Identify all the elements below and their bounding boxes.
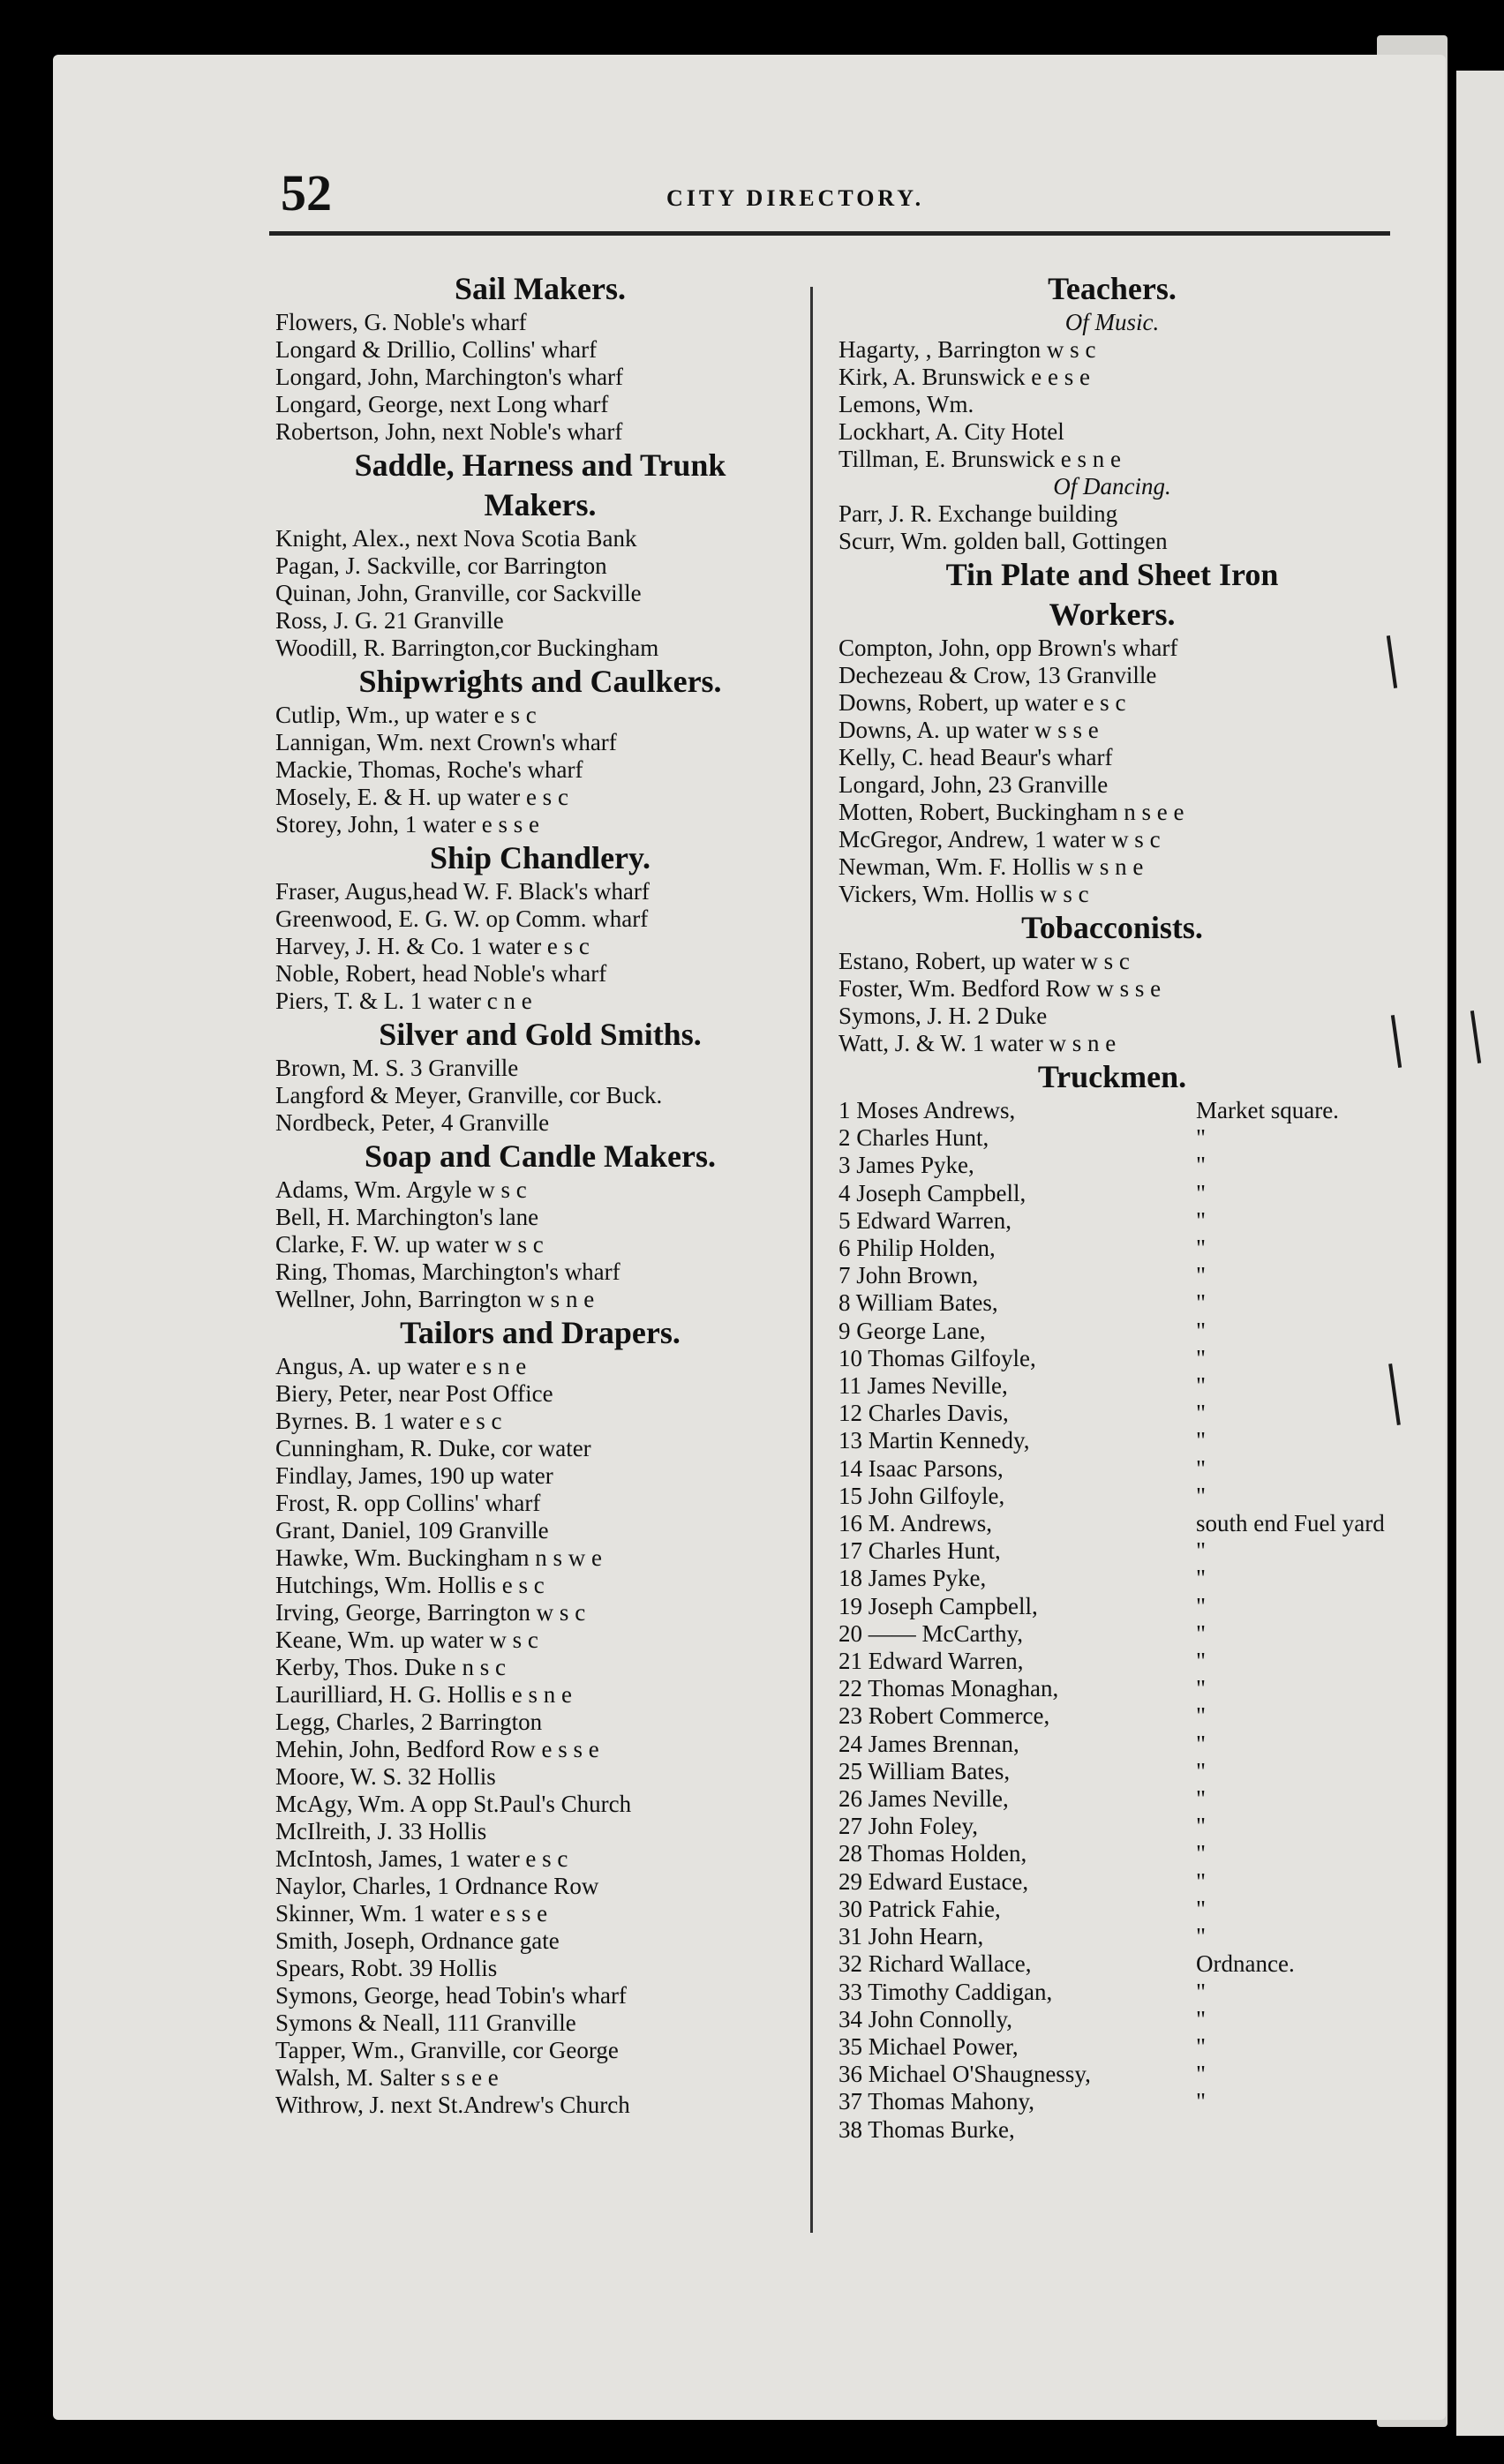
directory-entry: Watt, J. & W. 1 water w s n e [838,1030,1117,1056]
truckman-name: 36 Michael O'Shaugnessy, [838,2061,1091,2088]
truckman-row [838,1455,1386,1483]
header-rule [269,231,1390,236]
truckman-row [838,1593,1386,1620]
truckman-stand: " [1196,1482,1207,1509]
truckman-stand: " [1196,1235,1207,1262]
directory-entry: Withrow, J. next St.Andrew's Church [275,2092,630,2118]
directory-entry: Hagarty, , Barrington w s c [838,336,1096,363]
truckman-row [838,1537,1386,1565]
truckman-row [838,1868,1386,1896]
section-heading: Makers. [484,487,597,522]
truckman-name: 8 William Bates, [838,1289,998,1317]
truckman-row [838,2116,1386,2144]
truckman-name: 37 Thomas Mahony, [838,2088,1034,2115]
truckman-name: 28 Thomas Holden, [838,1840,1027,1867]
directory-entry: Motten, Robert, Buckingham n s e e [838,799,1184,825]
directory-entry: Fraser, Augus,head W. F. Black's wharf [275,878,650,905]
truckman-row [838,1648,1386,1675]
truckman-row [838,1124,1386,1152]
truckman-name: 22 Thomas Monaghan, [838,1675,1059,1702]
truckman-name: 12 Charles Davis, [838,1400,1009,1427]
truckman-row [838,1923,1386,1950]
truckman-stand: " [1196,1785,1207,1813]
truckman-stand: " [1196,1923,1207,1950]
truckman-row [838,1483,1386,1510]
truckman-stand: " [1196,1619,1207,1647]
directory-entry: Dechezeau & Crow, 13 Granville [838,662,1157,688]
truckman-row [838,1702,1386,1730]
truckman-row [838,1840,1386,1867]
directory-entry: Walsh, M. Salter s s e e [275,2064,499,2091]
directory-entry: Tapper, Wm., Granville, cor George [275,2037,619,2063]
directory-entry: McIntosh, James, 1 water e s c [275,1845,568,1872]
truckman-stand: " [1196,1400,1207,1427]
truckman-name: 33 Timothy Caddigan, [838,1978,1053,2005]
directory-entry: Kelly, C. head Beaur's wharf [838,744,1113,770]
truckman-row [838,1675,1386,1702]
truckman-row [838,1565,1386,1592]
directory-entry: Irving, George, Barrington w s c [275,1599,586,1626]
section-heading: Teachers. [1048,271,1177,306]
right-column [838,269,1386,2144]
truckman-name: 7 John Brown, [838,1262,979,1289]
directory-entry: Flowers, G. Noble's wharf [275,309,527,335]
directory-entry: Harvey, J. H. & Co. 1 water e s c [275,933,590,959]
truckman-stand: " [1196,2061,1207,2088]
section-heading: Workers. [1049,597,1176,632]
directory-entry: Moore, W. S. 32 Hollis [275,1763,496,1790]
section-heading: Tailors and Drapers. [400,1315,681,1350]
directory-entry: McAgy, Wm. A opp St.Paul's Church [275,1791,632,1817]
truckman-stand: " [1196,1757,1207,1784]
section-heading: Shipwrights and Caulkers. [358,664,722,699]
directory-entry: Skinner, Wm. 1 water e s s e [275,1900,548,1927]
directory-entry: Downs, Robert, up water e s c [838,689,1126,716]
directory-entry: Langford & Meyer, Granville, cor Buck. [275,1082,663,1108]
truckman-row [838,1979,1386,2006]
directory-entry: Brown, M. S. 3 Granville [275,1055,519,1081]
truckman-stand: " [1196,2032,1207,2060]
truckman-row [838,1813,1386,1840]
truckman-name: 32 Richard Wallace, [838,1950,1032,1978]
directory-entry: Cunningham, R. Duke, cor water [275,1435,591,1461]
truckman-name: 26 James Neville, [838,1785,1009,1813]
truckman-row [838,1289,1386,1317]
directory-entry: Longard, John, 23 Granville [838,771,1109,798]
directory-entry: Symons & Neall, 111 Granville [275,2010,576,2036]
directory-entry: Hawke, Wm. Buckingham n s w e [275,1544,602,1571]
directory-entry: Frost, R. opp Collins' wharf [275,1490,541,1516]
truckman-stand: " [1196,1537,1207,1565]
directory-entry: Nordbeck, Peter, 4 Granville [275,1109,550,1136]
column-divider [810,287,813,2233]
truckman-stand: " [1196,1124,1207,1152]
truckman-row [838,1235,1386,1262]
truckman-stand: " [1196,2005,1207,2032]
truckman-row [838,1896,1386,1923]
truckman-row [838,2033,1386,2061]
directory-entry: Newman, Wm. F. Hollis w s n e [838,853,1144,880]
truckman-stand: " [1196,2088,1207,2115]
directory-entry: Wellner, John, Barrington w s n e [275,1286,595,1312]
truckman-name: 20 —— McCarthy, [838,1619,1023,1647]
directory-entry: Quinan, John, Granville, cor Sackville [275,580,642,606]
truckman-row [838,1152,1386,1179]
directory-entry: Symons, J. H. 2 Duke [838,1003,1048,1029]
truckman-name: 5 Edward Warren, [838,1206,1012,1234]
truckman-row [838,1318,1386,1345]
page-number: 52 [281,164,332,222]
directory-entry: Compton, John, opp Brown's wharf [838,635,1178,661]
truckman-row [838,2006,1386,2033]
directory-entry: Ross, J. G. 21 Granville [275,607,504,634]
directory-entry: Ring, Thomas, Marchington's wharf [275,1258,620,1285]
truckman-stand: " [1196,1813,1207,1840]
directory-entry: Mehin, John, Bedford Row e s s e [275,1736,599,1762]
truckman-row [838,2061,1386,2088]
truckman-stand: " [1196,1344,1207,1371]
running-head: CITY DIRECTORY. [666,185,925,211]
truckman-name: 4 Joseph Campbell, [838,1179,1026,1206]
truckman-row [838,2088,1386,2115]
left-column [275,269,805,2119]
directory-entry: Piers, T. & L. 1 water c n e [275,988,532,1014]
facing-page-edge [1456,71,1504,2436]
truckman-name: 9 George Lane, [838,1317,986,1344]
truckman-stand: south end Fuel yard [1196,1510,1385,1537]
truckman-row [838,1620,1386,1648]
truckman-stand: " [1196,1675,1207,1702]
section-heading: Saddle, Harness and Trunk [354,447,726,483]
directory-entry: Mackie, Thomas, Roche's wharf [275,756,583,783]
directory-entry: Smith, Joseph, Ordnance gate [275,1927,560,1954]
directory-entry: Kirk, A. Brunswick e e s e [838,364,1090,390]
directory-entry: Robertson, John, next Noble's wharf [275,418,623,445]
truckman-stand: " [1196,1978,1207,2005]
truckman-stand: " [1196,1867,1207,1895]
truckman-stand: " [1196,1895,1207,1922]
truckman-row [838,1510,1386,1537]
directory-entry: Kerby, Thos. Duke n s c [275,1654,506,1680]
directory-entry: Cutlip, Wm., up water e s c [275,702,537,728]
directory-entry: Lockhart, A. City Hotel [838,418,1064,445]
section-heading: Tobacconists. [1021,910,1203,945]
directory-entry: Lemons, Wm. [838,391,974,417]
directory-entry: Longard & Drillio, Collins' wharf [275,336,598,363]
truckman-row [838,1345,1386,1372]
truckman-row [838,1785,1386,1813]
truckman-name: 21 Edward Warren, [838,1648,1024,1675]
truckman-name: 1 Moses Andrews, [838,1097,1016,1123]
directory-entry: Noble, Robert, head Noble's wharf [275,960,607,987]
truckman-stand: " [1196,1648,1207,1675]
truckman-row [838,1180,1386,1207]
directory-entry: Legg, Charles, 2 Barrington [275,1709,543,1735]
truckman-name: 34 John Connolly, [838,2005,1013,2032]
truckman-name: 23 Robert Commerce, [838,1702,1050,1730]
directory-entry: Longard, George, next Long wharf [275,391,609,417]
section-heading: Ship Chandlery. [429,840,651,875]
directory-entry: Findlay, James, 190 up water [275,1462,553,1489]
truckman-stand: " [1196,1372,1207,1400]
directory-entry: Estano, Robert, up water w s c [838,948,1130,974]
section-heading: Silver and Gold Smiths. [379,1017,702,1052]
truckman-row [838,1427,1386,1454]
truckman-row [838,1207,1386,1235]
truckman-name: 16 M. Andrews, [838,1510,992,1537]
truckman-row [838,1097,1386,1124]
directory-entry: Byrnes. B. 1 water e s c [275,1408,502,1434]
truckman-stand: " [1196,1317,1207,1344]
truckman-stand: " [1196,1289,1207,1317]
directory-entry: Longard, John, Marchington's wharf [275,364,624,390]
section-heading: Truckmen. [1037,1059,1187,1094]
truckman-stand: " [1196,1702,1207,1730]
truckman-name: 3 James Pyke, [838,1152,974,1179]
directory-entry: Parr, J. R. Exchange building [838,500,1118,527]
truckman-name: 31 John Hearn, [838,1923,984,1950]
directory-entry: Mosely, E. & H. up water e s c [275,784,568,810]
truckman-name: 18 James Pyke, [838,1565,987,1592]
section-subheading: Of Dancing. [1053,473,1171,500]
truckman-stand: Ordnance. [1196,1950,1295,1978]
truckman-stand: " [1196,1206,1207,1234]
truckman-name: 19 Joseph Campbell, [838,1592,1038,1619]
truckman-stand: " [1196,1730,1207,1757]
truckman-stand: " [1196,1454,1207,1482]
truckman-row [838,1950,1386,1978]
truckman-stand: " [1196,1179,1207,1206]
directory-entry: Spears, Robt. 39 Hollis [275,1955,498,1981]
truckman-stand: " [1196,1840,1207,1867]
truckman-name: 6 Philip Holden, [838,1235,996,1262]
truckman-name: 25 William Bates, [838,1757,1011,1784]
directory-entry: Scurr, Wm. golden ball, Gottingen [838,528,1168,554]
truckman-stand: " [1196,1262,1207,1289]
directory-entry: Adams, Wm. Argyle w s c [275,1176,527,1203]
directory-entry: Grant, Daniel, 109 Granville [275,1517,549,1544]
truckman-name: 30 Patrick Fahie, [838,1895,1001,1922]
directory-entry: Vickers, Wm. Hollis w s c [838,881,1089,907]
truckman-row [838,1400,1386,1427]
directory-entry: Bell, H. Marchington's lane [275,1204,539,1230]
truckman-name: 29 Edward Eustace, [838,1867,1029,1895]
section-heading: Soap and Candle Makers. [364,1138,717,1174]
section-subheading: Of Music. [1064,309,1160,335]
directory-entry: Naylor, Charles, 1 Ordnance Row [275,1873,599,1899]
directory-entry: Pagan, J. Sackville, cor Barrington [275,552,607,579]
truckman-name: 27 John Foley, [838,1813,979,1840]
truckman-name: 24 James Brennan, [838,1730,1019,1757]
truckman-name: 2 Charles Hunt, [838,1124,989,1152]
truckman-stand: " [1196,1152,1207,1179]
truckman-row [838,1731,1386,1758]
directory-entry: Symons, George, head Tobin's wharf [275,1982,627,2009]
directory-entry: McIlreith, J. 33 Hollis [275,1818,487,1844]
truckman-stand: " [1196,1592,1207,1619]
truckman-row [838,1372,1386,1400]
directory-entry: Storey, John, 1 water e s s e [275,811,539,838]
directory-entry: Keane, Wm. up water w s c [275,1626,538,1653]
directory-entry: Greenwood, E. G. W. op Comm. wharf [275,905,649,932]
truckman-name: 17 Charles Hunt, [838,1537,1001,1565]
directory-entry: Laurilliard, H. G. Hollis e s n e [275,1681,572,1708]
directory-entry: Woodill, R. Barrington,cor Buckingham [275,635,659,661]
truckman-stand: " [1196,1565,1207,1592]
directory-entry: Foster, Wm. Bedford Row w s s e [838,975,1162,1002]
truckman-name: 14 Isaac Parsons, [838,1454,1004,1482]
truckman-name: 10 Thomas Gilfoyle, [838,1344,1036,1371]
directory-entry: Hutchings, Wm. Hollis e s c [275,1572,545,1598]
truckman-name: 35 Michael Power, [838,2032,1019,2060]
directory-entry: Tillman, E. Brunswick e s n e [838,446,1121,472]
directory-entry: Biery, Peter, near Post Office [275,1380,553,1407]
section-heading: Tin Plate and Sheet Iron [945,557,1279,592]
directory-entry: Knight, Alex., next Nova Scotia Bank [275,525,637,552]
truckman-name: 15 John Gilfoyle, [838,1482,1005,1509]
directory-entry: McGregor, Andrew, 1 water w s c [838,826,1161,853]
truckman-row [838,1758,1386,1785]
truckman-row [838,1262,1386,1289]
truckman-name: 13 Martin Kennedy, [838,1427,1030,1454]
directory-entry: Downs, A. up water w s s e [838,717,1099,743]
directory-entry: Clarke, F. W. up water w s c [275,1231,544,1258]
truckman-name: 38 Thomas Burke, [838,2115,1015,2143]
directory-entry: Lannigan, Wm. next Crown's wharf [275,729,617,755]
truckman-stand: " [1196,1427,1207,1454]
truckman-stand: Market square. [1196,1097,1339,1123]
directory-entry: Angus, A. up water e s n e [275,1353,527,1379]
section-heading: Sail Makers. [455,271,626,306]
truckman-name: 11 James Neville, [838,1372,1008,1400]
